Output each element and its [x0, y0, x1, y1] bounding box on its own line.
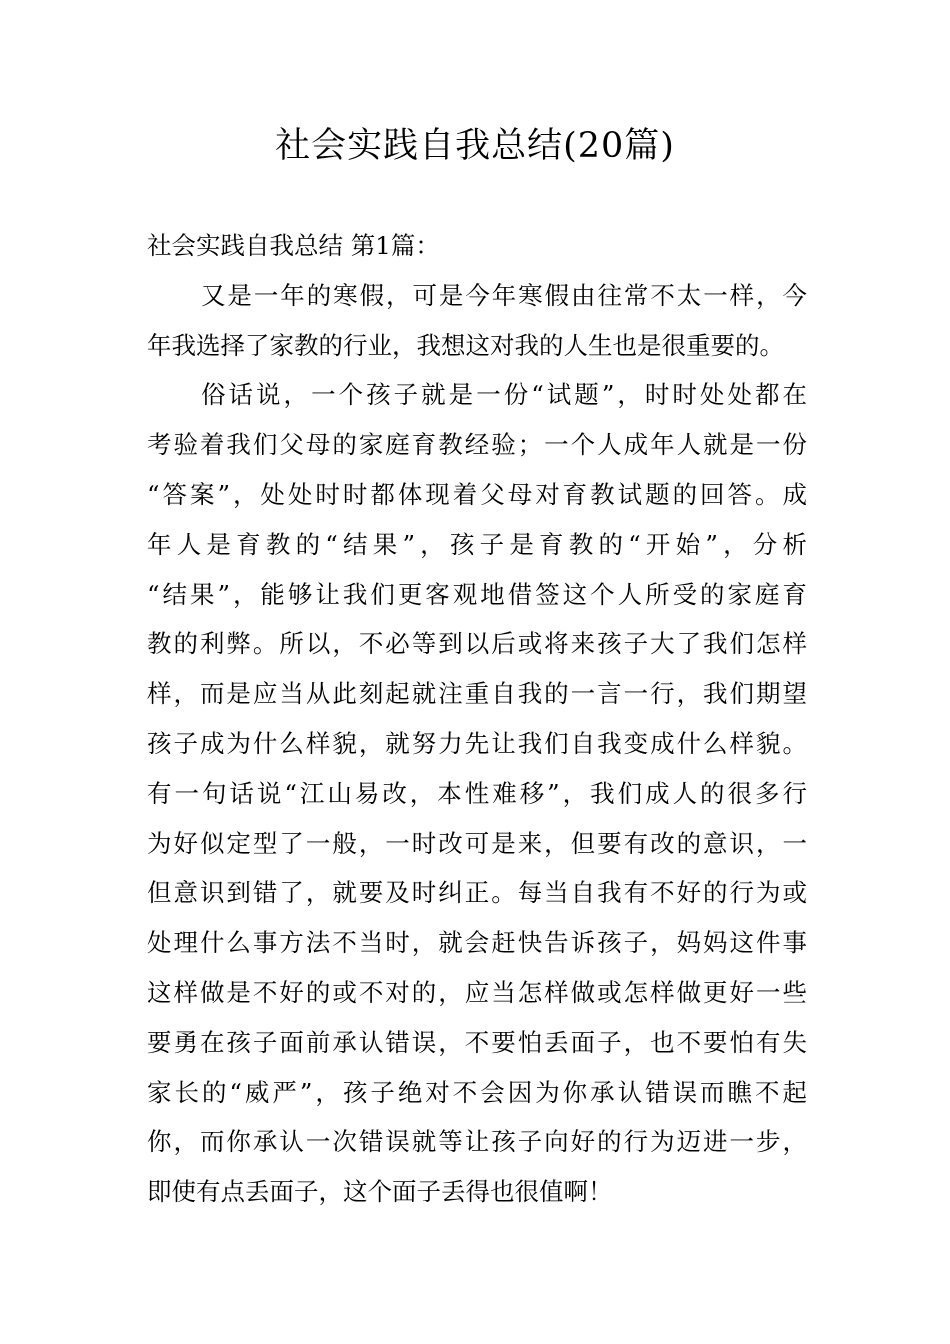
paragraph-line: 教的利弊。所以，不必等到以后或将来孩子大了我们怎样: [147, 629, 807, 659]
document-title: 社会实践自我总结(20篇): [275, 126, 675, 166]
paragraph-line: 年我选择了家教的行业，我想这对我的人生也是很重要的。: [147, 330, 784, 360]
paragraph-line: 要勇在孩子面前承认错误，不要怕丢面子，也不要怕有失: [147, 1027, 807, 1057]
document-body: [147, 221, 807, 1217]
paragraph-line: 即使有点丢面子，这个面子丢得也很值啊！: [147, 1177, 613, 1207]
paragraph-2: [147, 370, 807, 1217]
paragraph-line: 你，而你承认一次错误就等让孩子向好的行为迈进一步，: [147, 1127, 807, 1157]
paragraph-line: 年人是育教的“结果”，孩子是育教的“开始”，分析: [147, 529, 807, 559]
paragraph-line: “结果”，能够让我们更客观地借签这个人所受的家庭育: [147, 579, 807, 609]
paragraph-line: “答案”，处处时时都体现着父母对育教试题的回答。成: [147, 479, 807, 509]
paragraph-line: 这样做是不好的或不对的，应当怎样做或怎样做更好一些: [147, 977, 807, 1007]
paragraph-line: 样，而是应当从此刻起就注重自我的一言一行，我们期望: [147, 679, 807, 709]
paragraph-line: 但意识到错了，就要及时纠正。每当自我有不好的行为或: [147, 878, 807, 908]
paragraph-line: 考验着我们父母的家庭育教经验；一个人成年人就是一份: [147, 430, 807, 460]
paragraph-line: 家长的“威严”，孩子绝对不会因为你承认错误而瞧不起: [147, 1077, 807, 1107]
section-heading: 社会实践自我总结 第1篇：: [147, 231, 440, 260]
paragraph-line: 俗话说，一个孩子就是一份“试题”，时时处处都在: [201, 380, 807, 410]
paragraph-line: 为好似定型了一般，一时改可是来，但要有改的意识，一: [147, 828, 807, 858]
paragraph-1: [147, 271, 807, 371]
paragraph-line: 又是一年的寒假，可是今年寒假由往常不太一样，今: [201, 280, 807, 310]
paragraph-line: 处理什么事方法不当时，就会赶快告诉孩子，妈妈这件事: [147, 928, 807, 958]
paragraph-line: 有一句话说“江山易改，本性难移”，我们成人的很多行: [147, 778, 807, 808]
paragraph-line: 孩子成为什么样貌，就努力先让我们自我变成什么样貌。: [147, 728, 807, 758]
